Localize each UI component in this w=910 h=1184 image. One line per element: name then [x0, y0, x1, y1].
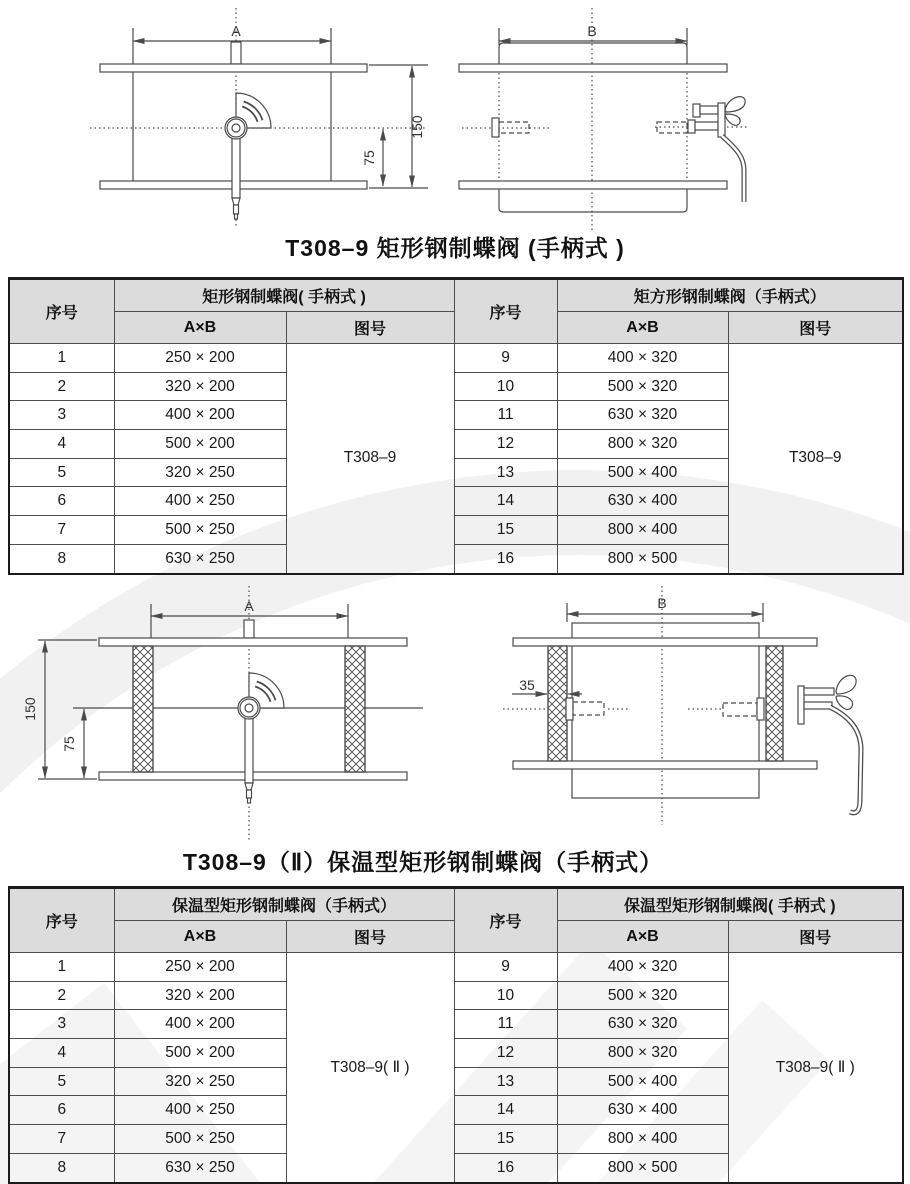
serial-cell: 15 — [454, 1125, 557, 1154]
size-cell: 630 × 320 — [557, 1010, 728, 1039]
figure-header: 图号 — [728, 312, 903, 344]
serial-cell: 4 — [9, 1039, 114, 1068]
serial-cell: 7 — [9, 516, 114, 545]
size-cell: 400 × 320 — [557, 344, 728, 373]
right-group-header: 保温型矩形钢制蝶阀( 手柄式 ) — [557, 888, 903, 921]
drawing-insulated-front-view — [20, 583, 445, 843]
wing-nut — [725, 97, 745, 112]
size-table-handle-type — [8, 277, 904, 575]
dim-label-b: B — [657, 595, 667, 611]
size-cell: 630 × 250 — [114, 544, 286, 573]
table-row — [9, 344, 903, 373]
flange-top — [459, 64, 727, 72]
size-cell: 400 × 200 — [114, 401, 286, 430]
serial-cell: 4 — [9, 430, 114, 459]
size-cell: 800 × 320 — [557, 430, 728, 459]
size-cell: 800 × 400 — [557, 516, 728, 545]
serial-cell: 1 — [9, 344, 114, 373]
size-cell: 400 × 250 — [114, 1096, 286, 1125]
size-cell: 500 × 320 — [557, 981, 728, 1010]
dim-label-75: 75 — [61, 736, 77, 752]
serial-cell: 9 — [454, 953, 557, 982]
size-cell: 500 × 200 — [114, 430, 286, 459]
serial-cell: 8 — [9, 1153, 114, 1182]
serial-cell: 13 — [454, 458, 557, 487]
size-cell: 800 × 400 — [557, 1125, 728, 1154]
size-cell: 400 × 320 — [557, 953, 728, 982]
dim-label-35: 35 — [519, 677, 535, 693]
serial-cell: 3 — [9, 1010, 114, 1039]
figure-cell: T308–9 — [728, 344, 903, 574]
right-group-header: 矩方形钢制蝶阀（手柄式） — [557, 279, 903, 312]
left-group-header: 矩形钢制蝶阀( 手柄式 ) — [114, 279, 454, 312]
serial-cell: 12 — [454, 430, 557, 459]
shaft-top — [244, 620, 254, 638]
size-cell: 400 × 200 — [114, 1010, 286, 1039]
handle-quadrant — [225, 93, 271, 219]
dim-label-75: 75 — [361, 150, 377, 166]
serial-cell: 14 — [454, 487, 557, 516]
serial-cell: 10 — [454, 981, 557, 1010]
serial-cell: 2 — [9, 981, 114, 1010]
serial-cell: 2 — [9, 372, 114, 401]
serial-cell: 11 — [454, 1010, 557, 1039]
shaft-top — [231, 42, 241, 64]
table-row — [9, 953, 903, 982]
shaft-hidden-right — [723, 703, 757, 716]
shaft-end-left — [492, 118, 499, 137]
size-cell: 320 × 250 — [114, 1067, 286, 1096]
drawing-insulated-side-view — [495, 583, 905, 828]
blade-bottom — [499, 187, 687, 212]
size-header: A×B — [557, 312, 728, 344]
flange-top — [100, 64, 367, 72]
serial-cell: 11 — [454, 401, 557, 430]
drawing-side-view — [455, 5, 910, 240]
size-cell: 800 × 500 — [557, 544, 728, 573]
figure-cell: T308–9 — [286, 344, 454, 574]
size-cell: 250 × 200 — [114, 953, 286, 982]
serial-cell: 5 — [9, 1067, 114, 1096]
size-header: A×B — [557, 921, 728, 953]
size-cell: 630 × 250 — [114, 1153, 286, 1182]
size-cell: 500 × 400 — [557, 458, 728, 487]
size-header: A×B — [114, 921, 286, 953]
serial-cell: 8 — [9, 544, 114, 573]
blade-top — [499, 43, 687, 66]
figure-header: 图号 — [728, 921, 903, 953]
size-cell: 250 × 200 — [114, 344, 286, 373]
no-header: 序号 — [454, 279, 557, 344]
table-header-row — [9, 888, 903, 921]
wing-nut — [836, 675, 856, 694]
size-cell: 800 × 500 — [557, 1153, 728, 1182]
size-cell: 630 × 320 — [557, 401, 728, 430]
shaft-hidden-left — [573, 702, 604, 715]
dim-label-a: A — [231, 23, 241, 39]
size-cell: 500 × 320 — [557, 372, 728, 401]
dim-label-150: 150 — [22, 697, 38, 721]
dim-label-150: 150 — [409, 115, 425, 139]
table-header-row — [9, 279, 903, 312]
size-table-insulated-type — [8, 886, 904, 1184]
size-cell: 500 × 200 — [114, 1039, 286, 1068]
no-header: 序号 — [9, 279, 114, 344]
serial-cell: 12 — [454, 1039, 557, 1068]
flange-top — [99, 638, 407, 646]
handle-bar — [830, 707, 861, 813]
size-cell: 400 × 250 — [114, 487, 286, 516]
shaft-end-right — [757, 698, 764, 720]
handle-quadrant — [238, 673, 284, 803]
size-cell: 630 × 400 — [557, 487, 728, 516]
figure-cell: T308–9( Ⅱ ) — [286, 953, 454, 1183]
wing-nut — [725, 114, 740, 125]
figure-title-1: T308–9 矩形钢制蝶阀 (手柄式 ) — [285, 235, 625, 261]
figure-title-2: T308–9（Ⅱ）保温型矩形钢制蝶阀（手柄式） — [182, 849, 664, 875]
serial-cell: 14 — [454, 1096, 557, 1125]
serial-cell: 3 — [9, 401, 114, 430]
size-cell: 320 × 250 — [114, 458, 286, 487]
flange-top — [513, 638, 817, 646]
handle-mechanism — [798, 675, 861, 812]
blade-outline — [572, 623, 759, 798]
drawing-front-view — [85, 5, 435, 230]
serial-cell: 13 — [454, 1067, 557, 1096]
size-cell: 800 × 320 — [557, 1039, 728, 1068]
no-header: 序号 — [9, 888, 114, 953]
shaft-end-left — [566, 698, 573, 720]
serial-cell: 6 — [9, 487, 114, 516]
size-cell: 500 × 250 — [114, 516, 286, 545]
serial-cell: 15 — [454, 516, 557, 545]
serial-cell: 1 — [9, 953, 114, 982]
left-group-header: 保温型矩形钢制蝶阀（手柄式） — [114, 888, 454, 921]
size-cell: 320 × 200 — [114, 372, 286, 401]
size-cell: 500 × 400 — [557, 1067, 728, 1096]
figure-cell: T308–9( Ⅱ ) — [728, 953, 903, 1183]
serial-cell: 9 — [454, 344, 557, 373]
dim-label-b: B — [587, 23, 597, 39]
size-header: A×B — [114, 312, 286, 344]
serial-cell: 16 — [454, 1153, 557, 1182]
wing-nut — [836, 696, 853, 710]
dim-label-a: A — [244, 598, 254, 614]
serial-cell: 7 — [9, 1125, 114, 1154]
serial-cell: 6 — [9, 1096, 114, 1125]
serial-cell: 5 — [9, 458, 114, 487]
serial-cell: 10 — [454, 372, 557, 401]
figure-header: 图号 — [286, 312, 454, 344]
size-cell: 500 × 250 — [114, 1125, 286, 1154]
size-cell: 320 × 200 — [114, 981, 286, 1010]
no-header: 序号 — [454, 888, 557, 953]
figure-header: 图号 — [286, 921, 454, 953]
size-cell: 630 × 400 — [557, 1096, 728, 1125]
flange-bottom — [513, 761, 817, 769]
flange-bottom — [459, 181, 727, 189]
serial-cell: 16 — [454, 544, 557, 573]
